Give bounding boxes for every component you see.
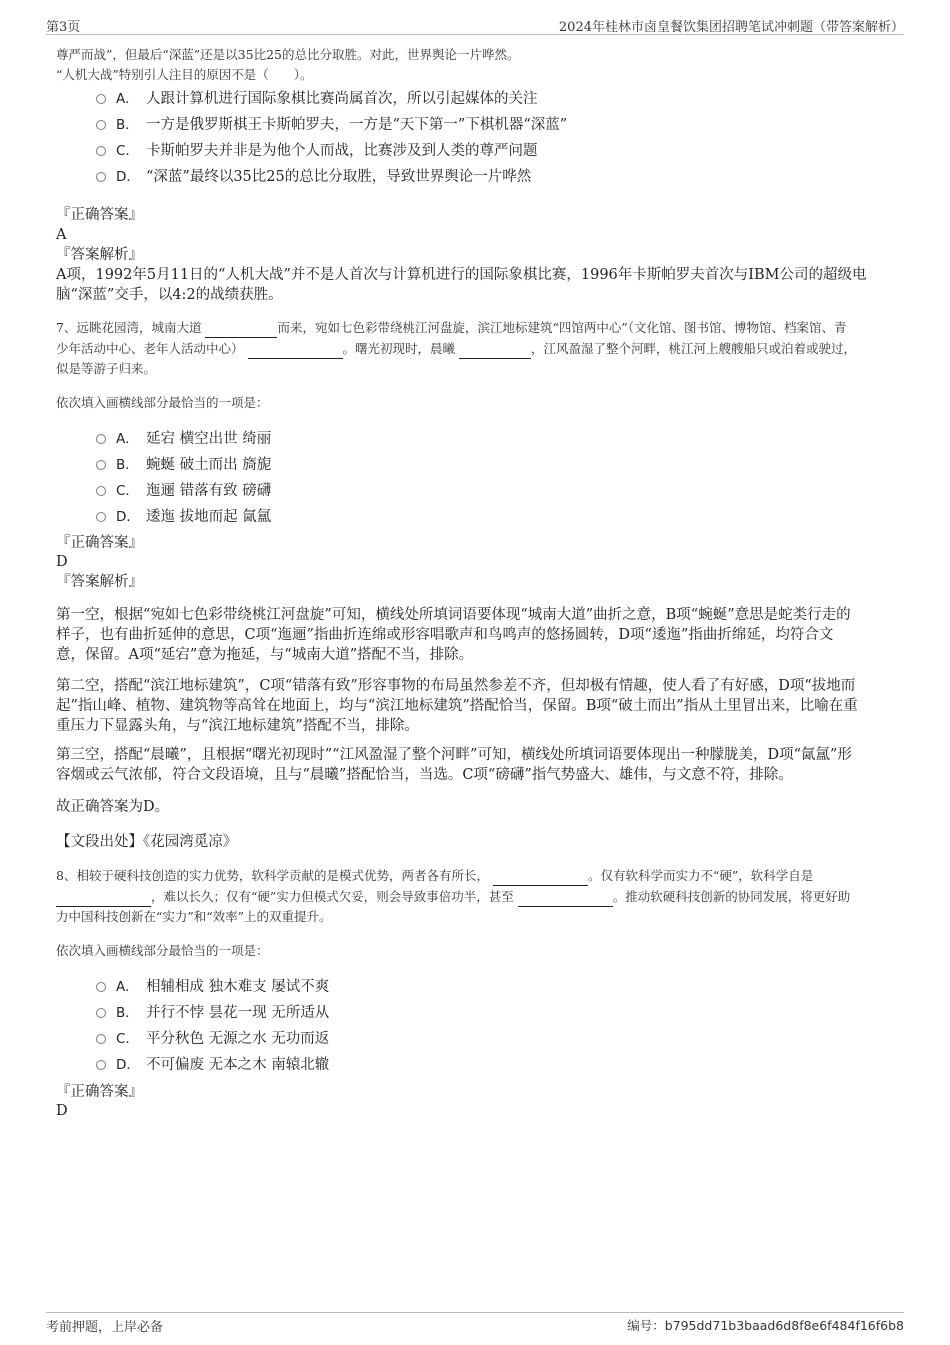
q7-answer: D	[56, 554, 68, 570]
q8-stem-line3: 力中国科技创新在“实力”和“效率”上的双重提升。	[56, 909, 332, 924]
q8-option-c[interactable]: C． 平分秋色 无源之水 无功而返	[96, 1024, 329, 1050]
page-header	[46, 14, 904, 35]
document-title: 2024年桂林市卤皇餐饮集团招聘笔试冲刺题（带答案解析）	[558, 20, 904, 35]
q6-analysis-line1: A项，1992年5月11日的“人机大战”并不是人首次与计算机进行的国际象棋比赛，1996年卡斯帕罗夫首次与IBM公司的超级电	[56, 267, 867, 283]
q7-analysis-p2-line3: 重压力下显露头角，与“滨江地标建筑”搭配不当，排除。	[56, 718, 419, 734]
fill-blank	[248, 344, 343, 359]
fill-blank	[493, 871, 588, 886]
q8-option-b[interactable]: B． 并行不悖 昙花一现 无所适从	[96, 998, 329, 1024]
q7-analysis-p1-line2: 样子，也有曲折延伸的意思，C项“迤逦”指曲折连绵或形容唱歌声和鸟鸣声的悠扬圆转，D项“逶迤”指曲折绵延，均符合文	[56, 627, 834, 643]
radio-icon[interactable]	[96, 1060, 106, 1070]
fill-blank	[205, 323, 277, 338]
radio-icon[interactable]	[96, 1034, 106, 1044]
radio-icon[interactable]	[96, 982, 106, 992]
q6-option-b[interactable]: B． 一方是俄罗斯棋王卡斯帕罗夫，一方是“天下第一”下棋机器“深蓝”	[96, 110, 567, 136]
q8-option-a[interactable]: A． 相辅相成 独木难支 屡试不爽	[96, 972, 329, 998]
q7-conclusion: 故正确答案为D。	[56, 799, 170, 815]
q6-stem-line2: “人机大战”特别引人注目的原因不是（ ）。	[56, 67, 313, 82]
q7-analysis-p2-line2: 起”指山峰、植物、建筑物等高耸在地面上，均与“滨江地标建筑”搭配恰当，保留。B项“破土而出”指从土里冒出来，比喻在重	[56, 698, 858, 714]
footer-slogan: 考前押题，上岸必备	[46, 1320, 164, 1335]
q7-analysis-p2-line1: 第二空，搭配“滨江地标建筑”，C项“错落有致”形容事物的布局虽然参差不齐，但却极有情趣，使人看了有好感，D项“拔地而	[56, 678, 856, 694]
q6-analysis-label: 『答案解析』	[56, 247, 143, 263]
q6-analysis-line2: 脑“深蓝”交手，以4:2的战绩获胜。	[56, 287, 283, 303]
radio-icon[interactable]	[96, 512, 106, 522]
q8-stem-line1: 8、相较于硬科技创造的实力优势，软科学贡献的是模式优势，两者各有所长， 。仅有软科学而实力不“硬”，软科学自是	[56, 866, 896, 886]
q6-option-c[interactable]: C． 卡斯帕罗夫并非是为他个人而战，比赛涉及到人类的尊严问题	[96, 136, 567, 162]
q8-answer-label: 『正确答案』	[56, 1084, 143, 1100]
q6-stem-line1: 尊严而战”，但最后“深蓝”还是以35比25的总比分取胜。对此，世界舆论一片哗然。	[56, 47, 520, 62]
q6-answer-label: 『正确答案』	[56, 207, 143, 223]
q6-option-a[interactable]: A． 人跟计算机进行国际象棋比赛尚属首次，所以引起媒体的关注	[96, 84, 567, 110]
q7-option-c[interactable]: C． 迤逦 错落有致 磅礴	[96, 476, 271, 502]
q8-answer: D	[56, 1103, 68, 1119]
radio-icon[interactable]	[96, 94, 106, 104]
document-code: 编号：b795dd71b3baad6d8f8e6f484f16f6b8	[627, 1318, 904, 1333]
radio-icon[interactable]	[96, 146, 106, 156]
q7-analysis-p3-line2: 容烟或云气浓郁，符合文段语境，且与“晨曦”搭配恰当，当选。C项“磅礴”指气势盛大、雄伟，与文意不符，排除。	[56, 767, 793, 783]
q7-option-b[interactable]: B． 蜿蜒 破土而出 旖旎	[96, 450, 271, 476]
q8-prompt: 依次填入画横线部分最恰当的一项是：	[56, 943, 269, 958]
radio-icon[interactable]	[96, 434, 106, 444]
q8-option-d[interactable]: D． 不可偏废 无本之木 南辕北辙	[96, 1050, 329, 1076]
q8-options	[96, 972, 329, 1076]
page-footer	[46, 1312, 904, 1335]
q7-analysis-p1-line1: 第一空，根据“宛如七色彩带绕桃江河盘旋”可知，横线处所填词语要体现“城南大道”曲折之意，B项“蜿蜒”意思是蛇类行走的	[56, 607, 851, 623]
q7-analysis-p1-line3: 意，保留。A项“延宕”意为拖延，与“城南大道”搭配不当，排除。	[56, 647, 474, 663]
q7-analysis-label: 『答案解析』	[56, 574, 143, 590]
q7-option-a[interactable]: A． 延宕 横空出世 绮丽	[96, 424, 271, 450]
q7-stem-line3: 似是等游子归来。	[56, 361, 157, 376]
radio-icon[interactable]	[96, 486, 106, 496]
q7-stem-line2: 少年活动中心、老年人活动中心） 。曙光初现时，晨曦 ，江风盈湿了整个河畔，桃江河上艘艘船只或泊着或驶过，	[56, 339, 896, 359]
radio-icon[interactable]	[96, 120, 106, 130]
radio-icon[interactable]	[96, 1008, 106, 1018]
fill-blank	[56, 892, 151, 907]
q7-prompt: 依次填入画横线部分最恰当的一项是：	[56, 395, 269, 410]
page-number: 第3页	[46, 20, 81, 35]
q6-options	[96, 84, 567, 188]
q7-answer-label: 『正确答案』	[56, 535, 143, 551]
radio-icon[interactable]	[96, 172, 106, 182]
radio-icon[interactable]	[96, 460, 106, 470]
fill-blank	[518, 892, 613, 907]
q8-stem-line2: ，难以长久；仅有“硬”实力但模式欠妥，则会导致事倍功半，甚至 。推动软硬科技创新的协同发展，将更好助	[56, 887, 896, 907]
q7-stem-line1: 7、远眺花园湾，城南大道 而来，宛如七色彩带绕桃江河盘旋，滨江地标建筑“四馆两中心”（文化馆、图书馆、博物馆、档案馆、青	[56, 318, 896, 338]
fill-blank	[459, 344, 531, 359]
q7-analysis-p3-line1: 第三空，搭配“晨曦”，且根据“曙光初现时”“江风盈湿了整个河畔”可知，横线处所填词语要体现出一种朦胧美，D项“氤氲”形	[56, 747, 852, 763]
q6-answer: A	[56, 227, 67, 243]
q7-option-d[interactable]: D． 逶迤 拔地而起 氤氲	[96, 502, 271, 528]
q6-option-d[interactable]: D． “深蓝”最终以35比25的总比分取胜，导致世界舆论一片哗然	[96, 162, 567, 188]
q7-options	[96, 424, 271, 528]
q7-source: 【文段出处】《花园湾觅凉》	[56, 834, 238, 850]
